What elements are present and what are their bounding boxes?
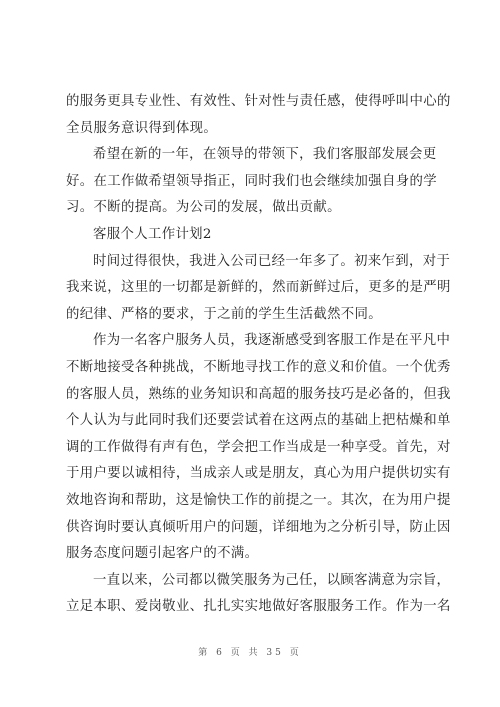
text-line: 供咨询时要认真倾听用户的问题，详细地为之分析引导，防止因 (66, 519, 451, 535)
page-number-footer: 第 6 页 共 35 页 (198, 648, 302, 658)
text-line: 调的工作做得有声有色，学会把工作当成是一种享受。首先，对 (66, 439, 451, 455)
text-line: 于用户要以诚相待，当成亲人或是朋友，真心为用户提供切实有 (66, 466, 451, 482)
document-body (66, 89, 451, 621)
text-line: 不断地接受各种挑战，不断地寻找工作的意义和价值。一个优秀 (66, 359, 451, 375)
text-line: 时间过得很快，我进入公司已经一年多了。初来乍到，对于 (93, 253, 451, 269)
text-line: 我来说，这里的一切都是新鲜的，然而新鲜过后，更多的是严明 (66, 280, 451, 296)
text-line: 全员服务意识得到体现。 (66, 120, 218, 136)
text-line: 的客服人员，熟练的业务知识和高超的服务技巧是必备的，但我 (66, 386, 451, 402)
text-line: 个人认为与此同时我们还要尝试着在这两点的基础上把枯燥和单 (66, 413, 451, 429)
text-line: 习。不断的提高。为公司的发展，做出贡献。 (66, 200, 341, 216)
text-line: 好。在工作做希望领导指正，同时我们也会继续加强自身的学 (66, 173, 437, 189)
text-line: 立足本职、爱岗敬业、扎扎实实地做好客服服务工作。作为一名 (66, 599, 451, 615)
text-line: 一直以来，公司都以微笑服务为己任，以顾客满意为宗旨， (93, 572, 451, 588)
text-line: 作为一名客户服务人员，我逐渐感受到客服工作是在平凡中 (93, 333, 451, 349)
text-line: 效地咨询和帮助，这是愉快工作的前提之一。其次，在为用户提 (66, 492, 451, 508)
text-line: 的纪律、严格的要求，于之前的学生生活截然不同。 (66, 306, 383, 322)
text-line: 服务态度问题引起客户的不满。 (66, 546, 259, 562)
text-line: 希望在新的一年，在领导的带领下，我们客服部发展会更 (93, 147, 437, 163)
text-line: 的服务更具专业性、有效性、针对性与责任感，使得呼叫中心的 (66, 94, 451, 109)
text-line: 客服个人工作计划2 (93, 226, 212, 242)
